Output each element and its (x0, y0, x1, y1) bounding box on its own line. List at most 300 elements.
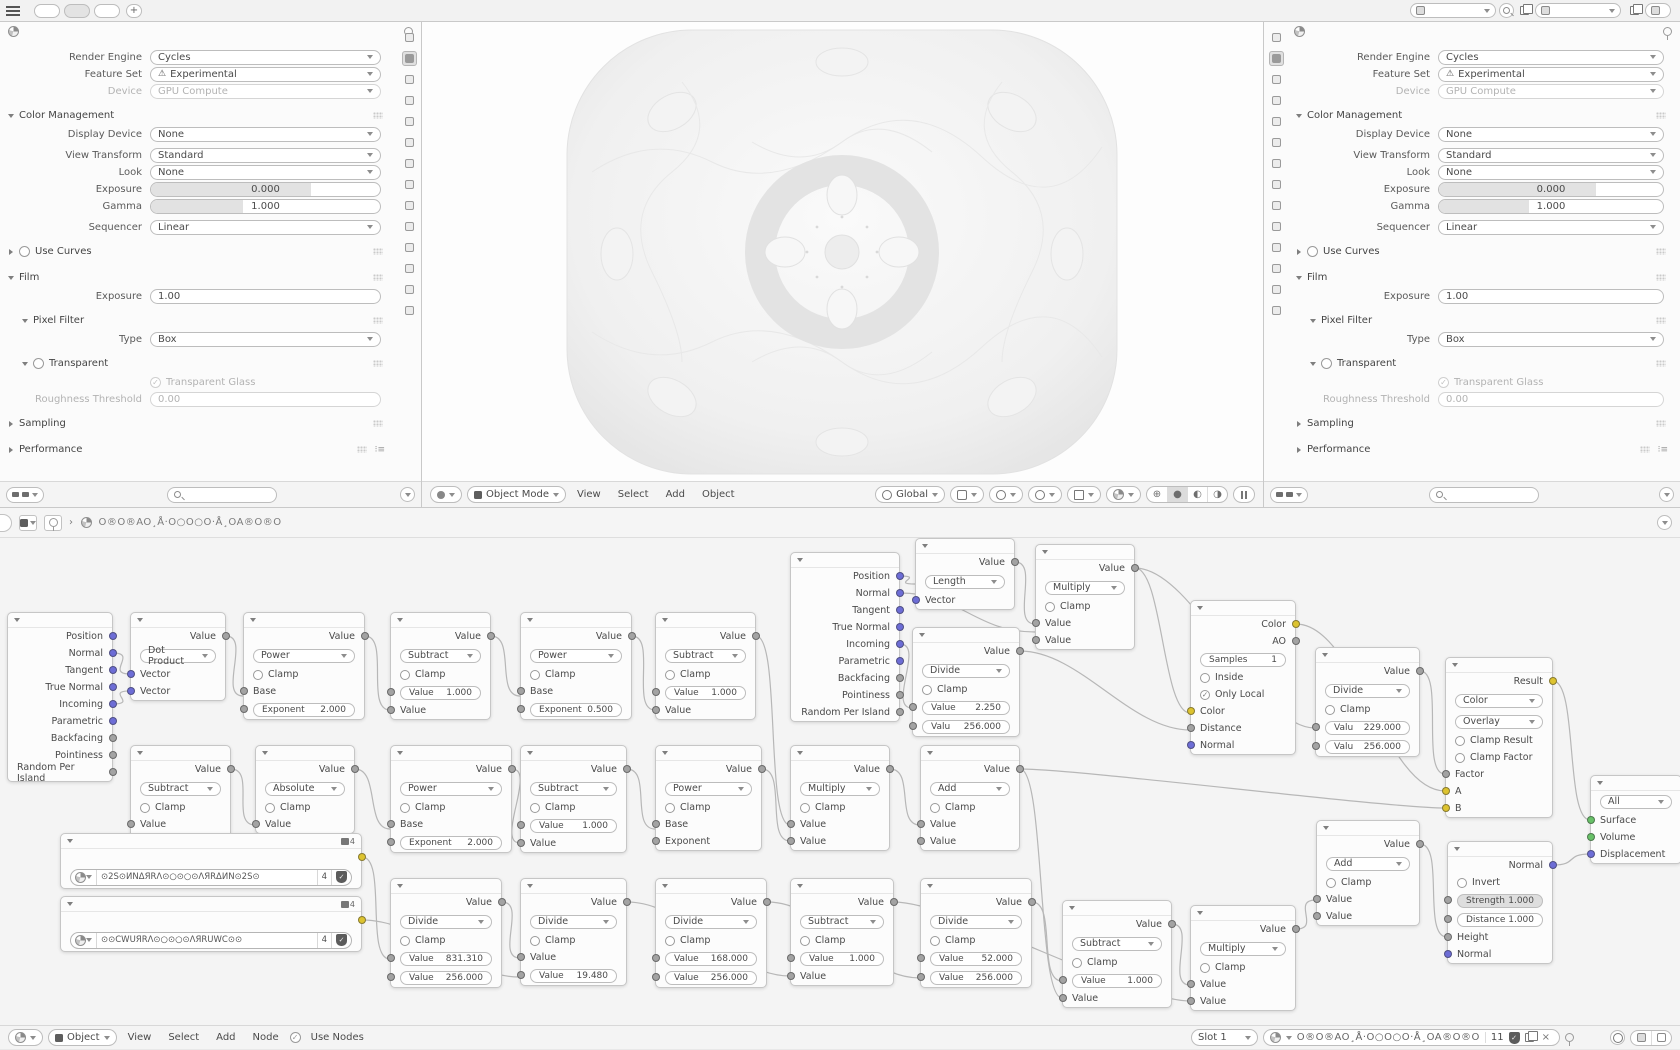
tab-scene-icon[interactable] (1269, 114, 1284, 129)
output-socket-dot[interactable] (896, 623, 904, 631)
image-datablock[interactable] (70, 932, 352, 949)
image-users-count[interactable]: 4 (317, 870, 331, 885)
input-socket-dot[interactable] (1313, 895, 1321, 903)
tab-output-icon[interactable] (402, 72, 417, 87)
output-socket-dot[interactable] (1416, 840, 1424, 848)
list-options-icon[interactable]: ⁝≡ (374, 444, 385, 455)
pin-node-tree-button[interactable] (44, 515, 62, 531)
material-users-count[interactable]: 11 (1485, 1032, 1504, 1043)
options-button[interactable] (400, 487, 415, 502)
input-socket-dot[interactable] (240, 687, 248, 695)
output-socket-dot[interactable] (222, 632, 230, 640)
new-view-layer-button[interactable] (1630, 6, 1639, 15)
node-vector-math-length[interactable] (915, 538, 1015, 610)
menu-view[interactable]: View (577, 489, 601, 500)
view-layer-selector[interactable] (1535, 3, 1621, 18)
shading-material-button[interactable]: ◐ (1187, 487, 1207, 502)
input-socket-dot[interactable] (1444, 915, 1452, 923)
section-sampling[interactable] (1288, 414, 1674, 433)
backdrop-button[interactable] (1651, 1031, 1671, 1045)
operation-dropdown[interactable]: Subtract (140, 782, 221, 796)
node-header[interactable] (521, 879, 626, 894)
value-field[interactable]: Value 19.480 (530, 969, 617, 983)
collapse-chevron-icon[interactable] (527, 618, 533, 622)
checkbox-clamp[interactable] (530, 936, 540, 946)
operation-dropdown[interactable]: Power (665, 782, 752, 796)
output-socket-dot[interactable] (498, 898, 506, 906)
tab-tool-icon[interactable] (1269, 30, 1284, 45)
menu-node[interactable]: Node (252, 1032, 279, 1043)
collapse-chevron-icon[interactable] (797, 558, 803, 562)
checkbox-clamp[interactable] (1325, 705, 1335, 715)
copy-material-button[interactable] (1525, 1033, 1534, 1042)
operation-dropdown[interactable]: Multiply (1200, 942, 1286, 956)
output-socket-dot[interactable] (508, 765, 516, 773)
value-field[interactable]: Exponent 0.500 (530, 703, 622, 717)
output-socket-dot[interactable] (628, 632, 636, 640)
operation-dropdown[interactable]: Subtract (530, 782, 617, 796)
node-math-divide-3[interactable] (655, 878, 767, 988)
output-socket-dot[interactable] (109, 717, 117, 725)
value-field[interactable]: Value 256.000 (400, 971, 492, 985)
operation-dropdown[interactable]: Subtract (665, 649, 746, 663)
property-field-feature-set[interactable]: ⚠ Experimental (150, 67, 381, 82)
collapse-chevron-icon[interactable] (919, 633, 925, 637)
operation-dropdown[interactable]: Dot Product (140, 649, 216, 663)
operation-dropdown[interactable]: Subtract (400, 649, 481, 663)
tab-view-layer-icon[interactable] (402, 93, 417, 108)
input-socket-dot[interactable] (387, 820, 395, 828)
input-socket-dot[interactable] (1187, 741, 1195, 749)
image-name[interactable]: ⊙2S⊙ИNΔЯRΛ⊙○⊙○⊙ΛЯRΔИN⊙2S⊙ (96, 870, 317, 885)
operation-dropdown[interactable]: Power (530, 649, 622, 663)
input-socket-dot[interactable] (1312, 723, 1320, 731)
input-socket-dot[interactable] (1442, 787, 1450, 795)
shader-type-selector[interactable]: Object (48, 1029, 117, 1046)
node-header[interactable] (1191, 601, 1295, 616)
checkbox-clamp[interactable] (1045, 602, 1055, 612)
node-bump[interactable] (1447, 841, 1553, 964)
input-socket-dot[interactable] (1587, 850, 1595, 858)
node-header[interactable] (131, 746, 230, 761)
operation-dropdown[interactable]: Add (930, 782, 1010, 796)
fake-user-button[interactable] (331, 870, 351, 885)
collapse-chevron-icon[interactable] (397, 618, 403, 622)
input-socket-dot[interactable] (917, 820, 925, 828)
input-socket-dot[interactable] (1442, 804, 1450, 812)
collapse-chevron-icon[interactable] (527, 751, 533, 755)
pause-button[interactable] (1233, 486, 1255, 503)
operation-dropdown[interactable]: Length (925, 575, 1005, 589)
input-socket-dot[interactable] (1444, 933, 1452, 941)
tab-object-data-icon[interactable] (402, 261, 417, 276)
checkbox-clamp[interactable] (1200, 963, 1210, 973)
properties-search-input[interactable] (167, 487, 277, 503)
add-workspace-button[interactable]: + (126, 4, 142, 18)
input-socket-dot[interactable] (1187, 997, 1195, 1005)
node-mix-color[interactable] (1445, 657, 1553, 818)
menu-object[interactable]: Object (701, 489, 735, 500)
output-socket-dot[interactable] (1131, 564, 1139, 572)
unlink-material-button[interactable]: × (1541, 1032, 1550, 1043)
section-use-curves[interactable] (0, 242, 391, 261)
operation-dropdown[interactable]: Subtract (1072, 937, 1162, 951)
node-header[interactable] (8, 613, 112, 628)
collapse-chevron-icon[interactable] (527, 884, 533, 888)
output-socket-dot[interactable] (109, 683, 117, 691)
input-socket-dot[interactable] (917, 973, 925, 981)
node-math-absolute[interactable] (255, 745, 355, 834)
output-socket-dot[interactable] (896, 691, 904, 699)
input-socket-dot[interactable] (517, 971, 525, 979)
tab-scene-icon[interactable] (402, 114, 417, 129)
value-field[interactable]: Value 168.000 (665, 952, 757, 966)
checkbox-clamp-factor[interactable] (1455, 753, 1465, 763)
section-performance[interactable] (1288, 440, 1674, 459)
editor-type-button[interactable] (430, 486, 462, 503)
output-socket-dot[interactable] (361, 632, 369, 640)
tab-modifiers-icon[interactable] (402, 177, 417, 192)
node-geometry-2[interactable] (790, 552, 900, 722)
input-socket-dot[interactable] (517, 839, 525, 847)
section-checkbox[interactable] (1321, 358, 1332, 369)
image-users-count[interactable]: 4 (317, 933, 331, 948)
input-socket-dot[interactable] (787, 972, 795, 980)
output-socket-dot[interactable] (1549, 861, 1557, 869)
output-socket-dot[interactable] (1292, 620, 1300, 628)
output-socket-dot[interactable] (758, 765, 766, 773)
node-math-multiply-2[interactable] (1035, 544, 1135, 650)
collapse-chevron-icon[interactable] (137, 618, 143, 622)
property-field-roughness-threshold[interactable]: 0.00 (1438, 392, 1664, 407)
input-socket-dot[interactable] (1442, 770, 1450, 778)
section-checkbox[interactable] (1307, 246, 1318, 257)
output-socket-dot[interactable] (109, 751, 117, 759)
tab-particles-icon[interactable] (402, 198, 417, 213)
value-field[interactable]: Valu 256.000 (1325, 740, 1410, 754)
operation-dropdown[interactable]: Divide (1325, 684, 1410, 698)
collapse-chevron-icon[interactable] (927, 884, 933, 888)
node-header[interactable] (521, 746, 626, 761)
output-socket-dot[interactable] (1016, 765, 1024, 773)
tab-physics-icon[interactable] (1269, 219, 1284, 234)
checkbox-clamp[interactable] (665, 670, 675, 680)
operation-dropdown[interactable]: Divide (922, 664, 1010, 678)
node-math-power-4[interactable] (655, 745, 762, 851)
tab-object-icon[interactable] (402, 156, 417, 171)
input-socket-dot[interactable] (652, 706, 660, 714)
input-socket-dot[interactable] (387, 954, 395, 962)
output-socket-dot[interactable] (109, 632, 117, 640)
options-button[interactable] (1659, 487, 1674, 502)
property-field-gamma[interactable]: 1.000 (1438, 199, 1664, 214)
value-field[interactable]: Value 831.310 (400, 952, 492, 966)
value-field[interactable]: Exponent 2.000 (253, 703, 355, 717)
region-toggle[interactable] (0, 514, 12, 532)
section-checkbox[interactable] (19, 246, 30, 257)
value-field[interactable]: Valu 229.000 (1325, 721, 1410, 735)
property-field-type[interactable]: Box (150, 332, 381, 347)
tab-modifiers-icon[interactable] (1269, 177, 1284, 192)
property-field-sequencer[interactable]: Linear (150, 220, 381, 235)
output-socket-dot[interactable] (752, 632, 760, 640)
node-ambient-occlusion[interactable] (1190, 600, 1296, 755)
input-socket-dot[interactable] (127, 820, 135, 828)
section-checkbox[interactable] (33, 358, 44, 369)
output-socket-dot[interactable] (487, 632, 495, 640)
output-socket-dot[interactable] (886, 765, 894, 773)
output-socket-dot[interactable] (623, 765, 631, 773)
value-field[interactable]: Value 1.000 (530, 819, 617, 833)
input-socket-dot[interactable] (787, 820, 795, 828)
value-field[interactable]: Value 1.000 (1072, 974, 1162, 988)
section-performance[interactable] (0, 440, 391, 459)
use-nodes-checkbox[interactable]: ✓ (290, 1032, 301, 1043)
collapse-chevron-icon[interactable] (1323, 826, 1329, 830)
tab-physics-icon[interactable] (402, 219, 417, 234)
menu-select-nodes[interactable]: Select (168, 1032, 200, 1043)
input-socket-dot[interactable] (517, 687, 525, 695)
operation-dropdown[interactable]: Power (400, 782, 502, 796)
snap-button[interactable] (950, 486, 984, 503)
value-field[interactable]: Value 2.250 (922, 701, 1010, 715)
operation-dropdown[interactable]: All (1600, 795, 1672, 809)
material-name[interactable]: O®O®AO¸Å·O○O○O·Å¸OA®O®O (1296, 1032, 1480, 1043)
collapse-chevron-icon[interactable] (1197, 606, 1203, 610)
node-header[interactable] (391, 879, 501, 894)
input-socket-dot[interactable] (127, 687, 135, 695)
collapse-chevron-icon[interactable] (797, 751, 803, 755)
property-field-device[interactable]: GPU Compute (1438, 84, 1664, 99)
operation-dropdown[interactable]: Divide (930, 915, 1022, 929)
fake-user-shield-icon[interactable]: ✓ (1509, 1032, 1520, 1044)
output-socket-dot[interactable] (896, 657, 904, 665)
collapse-chevron-icon[interactable] (250, 618, 256, 622)
input-socket-dot[interactable] (1313, 912, 1321, 920)
collapse-chevron-icon[interactable] (662, 618, 668, 622)
property-field-exposure[interactable]: 1.00 (1438, 289, 1664, 304)
checkbox-clamp[interactable] (930, 936, 940, 946)
collapse-chevron-icon[interactable] (67, 902, 73, 906)
operation-dropdown[interactable]: Divide (665, 915, 757, 929)
node-header[interactable] (1063, 901, 1171, 916)
tab-material-icon[interactable] (1269, 282, 1284, 297)
output-socket-dot[interactable] (623, 898, 631, 906)
tab-texture-icon[interactable] (1269, 303, 1284, 318)
node-math-subtract-5[interactable] (790, 878, 894, 986)
input-socket-dot[interactable] (1059, 976, 1067, 984)
node-header[interactable] (61, 897, 361, 912)
output-socket-dot[interactable] (896, 572, 904, 580)
output-socket-dot[interactable] (109, 734, 117, 742)
output-socket-dot[interactable] (358, 853, 366, 861)
node-math-add-1[interactable] (920, 745, 1020, 851)
checkbox-clamp[interactable] (140, 803, 150, 813)
pin-material-icon[interactable] (1565, 1033, 1574, 1042)
node-header[interactable] (521, 613, 631, 628)
transform-orientation[interactable]: Global (875, 486, 945, 503)
output-socket-dot[interactable] (1016, 647, 1024, 655)
node-vector-math-dot-product[interactable] (130, 612, 226, 701)
menu-view-nodes[interactable]: View (127, 1032, 152, 1043)
shading-rendered-button[interactable]: ◑ (1207, 487, 1227, 502)
shader-node-editor[interactable] (0, 508, 1680, 1049)
node-math-divide-6[interactable] (1315, 647, 1420, 757)
section-color-management[interactable] (0, 106, 391, 125)
input-socket-dot[interactable] (387, 838, 395, 846)
node-geometry-1[interactable] (7, 612, 113, 782)
node-header[interactable] (131, 613, 225, 628)
proportional-edit-button[interactable] (989, 486, 1023, 503)
menu-add-nodes[interactable]: Add (216, 1032, 236, 1043)
operation-dropdown[interactable]: Overlay (1455, 715, 1543, 729)
input-socket-dot[interactable] (1187, 707, 1195, 715)
checkbox-clamp[interactable] (1072, 958, 1082, 968)
input-socket-dot[interactable] (240, 705, 248, 713)
node-header[interactable] (1036, 545, 1134, 560)
node-header[interactable] (791, 879, 893, 894)
checkbox-clamp[interactable] (265, 803, 275, 813)
input-socket-dot[interactable] (1444, 950, 1452, 958)
node-math-subtract-2[interactable] (655, 612, 756, 720)
property-field-render-engine[interactable]: Cycles (150, 50, 381, 65)
property-field-exposure[interactable]: 0.000 (150, 182, 381, 197)
node-header[interactable] (391, 746, 511, 761)
collapse-chevron-icon[interactable] (1322, 653, 1328, 657)
pin-properties-icon[interactable] (1663, 27, 1672, 36)
checkbox-clamp[interactable] (400, 936, 410, 946)
node-math-power-3[interactable] (390, 745, 512, 853)
node-header[interactable] (61, 834, 361, 849)
transparent-glass-checkbox[interactable]: ✓ (1438, 377, 1449, 388)
value-field[interactable]: Value 1.000 (665, 686, 746, 700)
node-header[interactable] (1448, 842, 1552, 857)
input-socket-dot[interactable] (917, 837, 925, 845)
new-scene-button[interactable] (1520, 6, 1529, 15)
transparent-glass-checkbox[interactable]: ✓ (150, 377, 161, 388)
output-socket-dot[interactable] (351, 765, 359, 773)
input-socket-dot[interactable] (652, 973, 660, 981)
node-math-subtract-4[interactable] (520, 745, 627, 853)
node-math-power-2[interactable] (520, 612, 632, 720)
property-field-device[interactable]: GPU Compute (150, 84, 381, 99)
node-header[interactable] (791, 553, 899, 568)
operation-dropdown[interactable]: Divide (530, 915, 617, 929)
output-socket-dot[interactable] (227, 765, 235, 773)
input-socket-dot[interactable] (787, 954, 795, 962)
tab-render-icon[interactable] (1269, 51, 1284, 66)
output-socket-dot[interactable] (1028, 898, 1036, 906)
property-field-display-device[interactable]: None (150, 127, 381, 142)
property-field-roughness-threshold[interactable]: 0.00 (150, 392, 381, 407)
collapse-chevron-icon[interactable] (1454, 847, 1460, 851)
properties-editor-icon[interactable] (8, 26, 19, 37)
list-options-icon[interactable]: ⁝≡ (1657, 444, 1668, 455)
input-socket-dot[interactable] (1587, 816, 1595, 824)
scene-search-button[interactable] (1499, 3, 1514, 18)
checkbox-clamp[interactable] (400, 670, 410, 680)
workspace-tab-1[interactable] (34, 4, 60, 18)
collapse-chevron-icon[interactable] (927, 751, 933, 755)
menu-add[interactable]: Add (665, 489, 685, 500)
value-field[interactable]: Valu 256.000 (922, 720, 1010, 734)
operation-dropdown[interactable]: Add (1326, 857, 1410, 871)
properties-editor-icon[interactable] (1294, 26, 1305, 37)
operation-dropdown[interactable]: Absolute (265, 782, 345, 796)
checkbox-clamp[interactable] (800, 803, 810, 813)
collapse-chevron-icon[interactable] (1042, 550, 1048, 554)
checkbox-clamp[interactable] (665, 936, 675, 946)
property-field-gamma[interactable]: 1.000 (150, 199, 381, 214)
node-header[interactable] (256, 746, 354, 761)
tab-view-layer-icon[interactable] (1269, 93, 1284, 108)
collapse-chevron-icon[interactable] (67, 839, 73, 843)
operation-dropdown[interactable]: Subtract (800, 915, 884, 929)
property-field-view-transform[interactable]: Standard (1438, 148, 1664, 163)
collapse-chevron-icon[interactable] (14, 618, 20, 622)
input-socket-dot[interactable] (652, 688, 660, 696)
section-sampling[interactable] (0, 414, 391, 433)
collapse-chevron-icon[interactable] (922, 544, 928, 548)
node-math-multiply-1[interactable] (790, 745, 890, 851)
node-header[interactable] (916, 539, 1014, 554)
checkbox-clamp[interactable] (665, 803, 675, 813)
node-math-power-1[interactable] (243, 612, 365, 720)
tab-world-icon[interactable] (402, 135, 417, 150)
workspace-tab-3[interactable] (94, 4, 120, 18)
collapse-chevron-icon[interactable] (262, 751, 268, 755)
output-socket-dot[interactable] (1011, 558, 1019, 566)
workspace-tab-2[interactable] (64, 4, 90, 18)
checkbox-clamp[interactable] (922, 685, 932, 695)
tab-world-icon[interactable] (1269, 135, 1284, 150)
section-film[interactable] (1288, 268, 1674, 287)
node-header[interactable] (921, 879, 1031, 894)
output-socket-dot[interactable] (896, 640, 904, 648)
property-field-display-device[interactable]: None (1438, 127, 1664, 142)
node-header[interactable] (913, 628, 1019, 643)
property-field-sequencer[interactable]: Linear (1438, 220, 1664, 235)
node-math-subtract-1[interactable] (390, 612, 491, 720)
node-header[interactable] (656, 879, 766, 894)
collapse-chevron-icon[interactable] (397, 884, 403, 888)
input-socket-dot[interactable] (912, 596, 920, 604)
node-header[interactable] (1317, 821, 1419, 836)
node-header[interactable] (1191, 906, 1295, 921)
checkbox-clamp[interactable] (530, 803, 540, 813)
gizmo-button[interactable] (1067, 486, 1101, 503)
node-header[interactable] (1316, 648, 1419, 663)
property-field-exposure[interactable]: 0.000 (1438, 182, 1664, 197)
input-socket-dot[interactable] (517, 953, 525, 961)
node-header[interactable] (1591, 776, 1680, 791)
tab-texture-icon[interactable] (402, 303, 417, 318)
collapse-chevron-icon[interactable] (662, 884, 668, 888)
operation-dropdown[interactable]: Power (253, 649, 355, 663)
input-socket-dot[interactable] (909, 722, 917, 730)
checkbox-invert[interactable] (1457, 878, 1467, 888)
checkbox-clamp[interactable] (1326, 878, 1336, 888)
value-field[interactable]: Value 256.000 (930, 971, 1022, 985)
output-socket-dot[interactable] (1292, 925, 1300, 933)
operation-dropdown[interactable]: Multiply (1045, 581, 1125, 595)
input-socket-dot[interactable] (1187, 980, 1195, 988)
menu-select[interactable]: Select (617, 489, 649, 500)
collapse-chevron-icon[interactable] (1069, 906, 1075, 910)
collapse-chevron-icon[interactable] (137, 751, 143, 755)
node-math-divide-5[interactable] (912, 627, 1020, 737)
node-header[interactable] (391, 613, 490, 628)
